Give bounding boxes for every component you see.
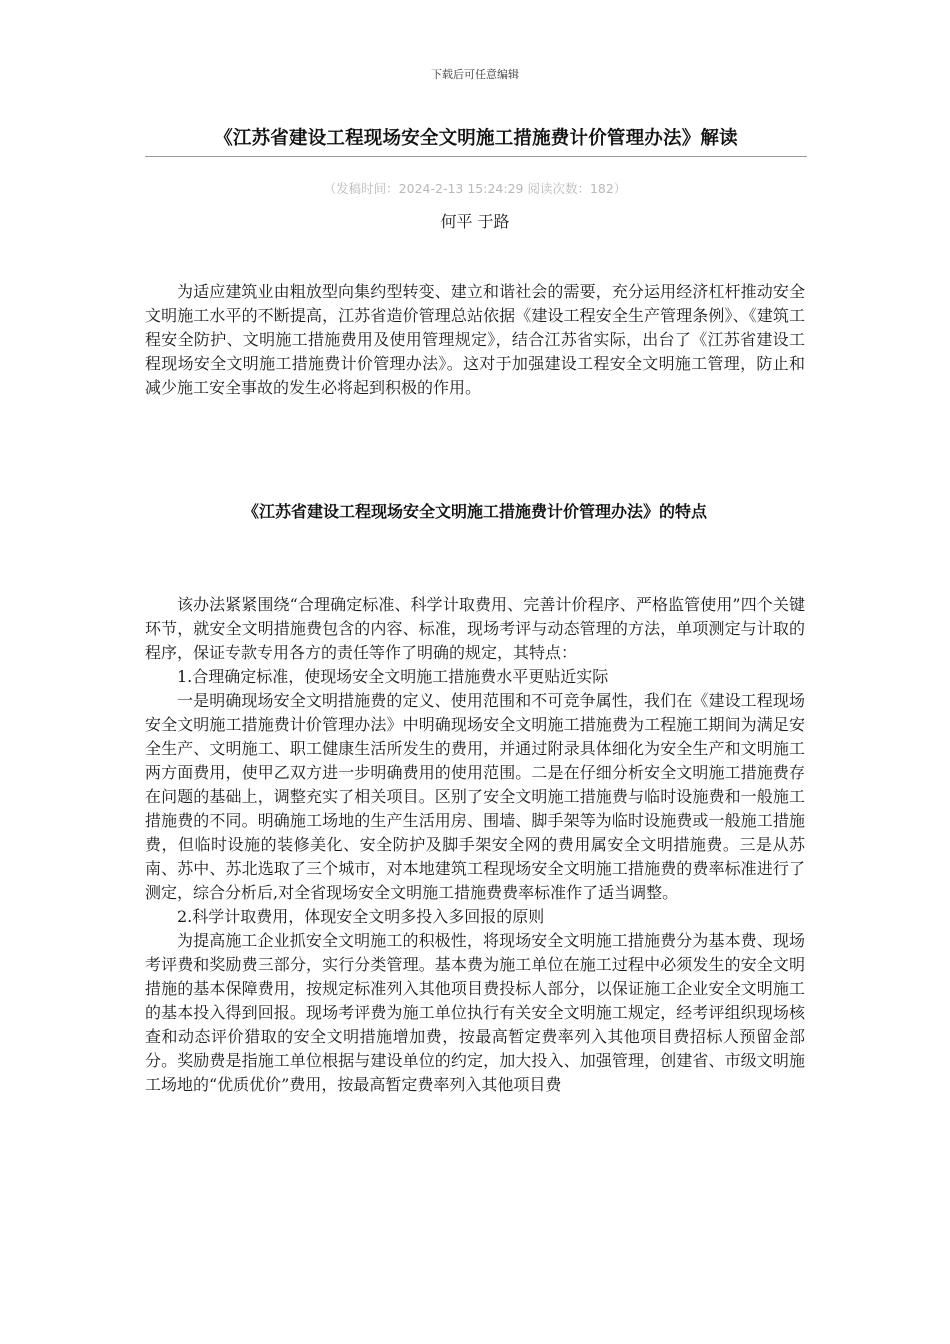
intro-paragraph: 为适应建筑业由粗放型向集约型转变、建立和谐社会的需要，充分运用经济杠杆推动安全文明施工水平的不断提高，江苏省造价管理总站依据《建设工程安全生产管理条例》、《建筑工程安全防护、文明施工措施费用及使用管理规定》，结合江苏省实际，出台了《江苏省建设工程现场安全文明施工措施费计价管理办法》。这对于加强建设工程安全文明施工管理，防止和减少施工安全事故的发生必将起到积极的作用。 [145,282,805,397]
body-section [145,593,805,1097]
item-2-body: 为提高施工企业抓安全文明施工的积极性，将现场安全文明施工措施费分为基本费、现场考评费和奖励费三部分，实行分类管理。基本费为施工单位在施工过程中必须发生的安全文明措施的基本保障费用，按规定标准列入其他项目费投标人部分，以保证施工企业安全文明施工的基本投入得到回报。现场考评费为施工单位执行有关安全文明施工规定，经考评组织现场核查和动态评价猎取的安全文明措施增加费，按最高暂定费率列入其他项目费招标人预留金部分。奖励费是指施工单位根据与建设单位的约定，加大投入、加强管理，创建省、市级文明施工场地的“优质优价”费用，按最高暂定费率列入其他项目费 [145,931,805,1094]
item-2-title: 2.科学计取费用，体现安全文明多投入多回报的原则 [177,907,545,926]
section-heading: 《江苏省建设工程现场安全文明施工措施费计价管理办法》的特点 [242,502,707,521]
intro-section [145,280,805,400]
article-authors: 何平 于路 [440,212,510,231]
item-1-title: 1.合理确定标准，使现场安全文明施工措施费水平更贴近实际 [177,667,609,686]
overview-paragraph: 该办法紧紧围绕“合理确定标准、科学计取费用、完善计价程序、严格监管使用”四个关键环节，就安全文明措施费包含的内容、标准，现场考评与动态管理的方法，单项测定与计取的程序，保证专款专用各方的责任等作了明确的规定，其特点： [145,595,805,662]
item-1-body: 一是明确现场安全文明措施费的定义、使用范围和不可竞争属性，我们在《建设工程现场安全文明施工措施费计价管理办法》中明确现场安全文明施工措施费为工程施工期间为满足安全生产、文明施工、职工健康生活所发生的费用，并通过附录具体细化为安全生产和文明施工两方面费用，使甲乙双方进一步明确费用的使用范围。二是在仔细分析安全文明施工措施费存在问题的基础上，调整充实了相关项目。区别了安全文明施工措施费与临时设施费和一般施工措施费的不同。明确施工场地的生产生活用房、围墙、脚手架等为临时设施费或一般施工措施费，但临时设施的装修美化、安全防护及脚手架安全网的费用属安全文明措施费。三是从苏南、苏中、苏北选取了三个城市，对本地建筑工程现场安全文明施工措施费的费率标准进行了测定，综合分析后,对全省现场安全文明施工措施费费率标准作了适当调整。 [145,691,805,902]
article-title: 《江苏省建设工程现场安全文明施工措施费计价管理办法》解读 [145,124,807,157]
header-note: 下载后可任意编辑 [431,68,519,81]
article-meta: （发稿时间：2024-2-13 15:24:29 阅读次数：182） [323,181,627,196]
